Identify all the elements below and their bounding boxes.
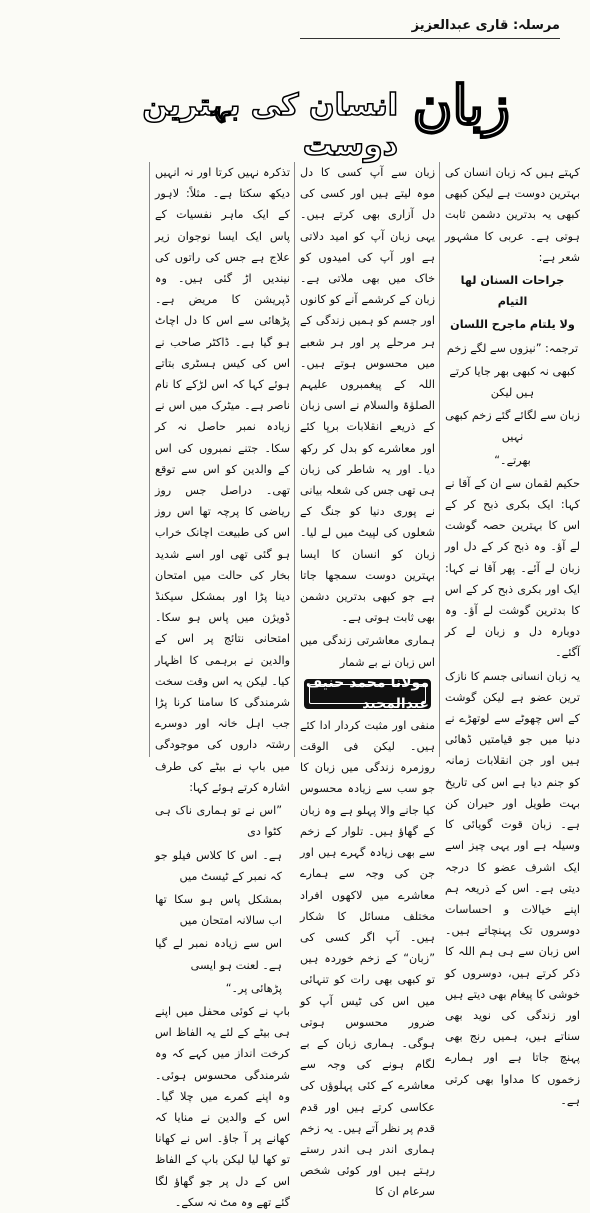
title-subtitle: انسان کی بہترین دوست (142, 88, 398, 163)
column-4 (10, 162, 145, 757)
quote-line: اس سے زیادہ نمبر لے گیا ہے۔ لعنت ہو ایسی (155, 937, 282, 972)
translation-line: ترجمہ: ”نیزوں سے لگے زخم (446, 341, 579, 355)
paragraph: ہماری معاشرتی زندگی میں اس زبان نے بے شمار (300, 634, 435, 669)
column-1 (445, 162, 580, 1107)
column-divider (149, 162, 150, 757)
column-2 (300, 162, 435, 1199)
author-byline: مولانا محمد حنیف عبدالمجید (306, 674, 429, 712)
column-3 (155, 162, 290, 1209)
article-columns (10, 162, 580, 1209)
arabic-verse-line-2: ولا یلتام ماجرح اللسان (450, 318, 575, 332)
paragraph: تذکرہ نہیں کرتا اور نہ انہیں دیکھ سکتا ہے۔ مثلاً: لاہور کے ایک ماہر نفسیات کے پاس ایک ایسا نوجوان زیر علاج ہے جس کی راتوں کی نیندیں اڑ گئی ہیں۔ وہ ڈپریشن کا مریض ہے۔ پڑھائی سے اس کا دل اچاٹ ہو گیا ہے۔ ڈاکٹر صاحب نے اس کی کیس ہسٹری بتاتے ہوئے کہا کہ اس لڑکے کا نام ناصر ہے۔ میٹرک میں اس نے زیادہ نمبر حاصل نہ کر سکا۔ جتنے نمبروں کی اس کے والدین کو اس سے توقع تھی۔ دراصل جس روز ریاضی کا پرچہ تھا اس روز اس کی طبیعت اچانک خراب ہو گئی تھی اور اسے شدید بخار کی حالت میں امتحان دینا پڑا اور بمشکل سیکنڈ ڈویژن میں پاس ہو سکا۔ امتحانی نتائج پر اس کے والدین نے برہمی کا اظہار کیا۔ لیکن یہ اس وقت سخت شرمندگی کا سامنا کرنا پڑا جب اہل خانہ اور دوسرے رشتہ داروں کی موجودگی میں باپ نے بیٹے کی طرف اشارہ کرتے ہوئے کہا: (155, 166, 290, 794)
paragraph: حکیم لقمان سے ان کے آقا نے کہا: ایک بکری ذبح کر کے اس کا بہترین حصہ گوشت لے آؤ۔ وہ ذبح کر کے دل اور زبان لے آئے۔ پھر آقا نے کہا: ایک اور بکری ذبح کر کے اس کا بدترین گوشت لے آؤ۔ وہ دوبارہ دل و زبان لے کر آگئے۔ (445, 476, 580, 660)
sender-credit: مرسلہ: قاری عبدالعزیز (411, 18, 560, 33)
column-divider (294, 162, 295, 757)
paragraph: باپ نے کوئی محفل میں اپنے ہی بیٹے کے لئے یہ الفاظ اس کرخت انداز میں کہے کہ وہ شرمندگی محسوس ہوئی۔ وہ اپنے کمرے میں چلا گیا۔ اس کے والدین نے منایا کہ کھانے پر آ جاؤ۔ اس نے کھانا تو کھا لیا لیکن باپ کے الفاظ اس کے دل پر جو گھاؤ لگا گئے تھے وہ مٹ نہ سکے۔ (155, 1004, 290, 1209)
translation-line: بھرتے۔“ (494, 453, 531, 467)
header-divider (300, 38, 560, 39)
quote-line: ”اس نے تو ہماری ناک ہی کٹوا دی (155, 804, 282, 839)
quote-line: پڑھائی پر۔“ (225, 981, 282, 995)
translation-line: زبان سے لگائے گئے زخم کبھی نہیں (445, 409, 580, 444)
paragraph: منفی اور مثبت کردار ادا کئے ہیں۔ لیکن فی الوقت روزمرہ زندگی میں زبان کا جو سب سے زیادہ محسوس کیا جانے والا پہلو ہے وہ زبان کے گھاؤ ہیں۔ تلوار کے زخم سے بھی زیادہ گہرے ہیں اور جن کی وجہ سے ہمارے معاشرے میں لاکھوں افراد مختلف مسائل کا شکار ہیں۔ آپ اگر کسی کی ”زبان“ کے زخم خوردہ ہیں تو کبھی بھی رات کو تنہائی میں اس کی ٹیس آپ کو ضرور محسوس ہوتی ہوگی۔ ہماری زبان کے بے لگام ہونے کی وجہ سے معاشرے کے کئی پہلوؤں کی عکاسی کرتے ہیں اور قدم قدم پر نظر آتے ہیں۔ یہ زخم ہماری اندر ہی اندر رستے رہتے ہیں اور کوئی شخص سرعام ان کا (300, 718, 435, 1199)
paragraph: کہتے ہیں کہ زبان انسان کی بہترین دوست ہے لیکن کبھی کبھی یہ بدترین دشمن ثابت ہوتی ہے۔ عربی کا مشہور شعر ہے: (445, 166, 580, 264)
title-main: زبان (412, 73, 510, 137)
title-banner (90, 70, 510, 163)
column-divider (439, 162, 440, 757)
arabic-verse-line-1: جراحات السنان لھا التیام (460, 274, 565, 309)
paragraph: یہ زبان انسانی جسم کا نازک ترین عضو ہے لیکن گوشت کے اس چھوٹے سے لوتھڑے نے دنیا میں جو قیامتیں ڈھائی ہیں اور جن انقلابات زمانہ کو جنم دیا ہے اس کی تاریخ بہت طویل اور حیران کن ہے۔ زبان قوت گویائی کا وسیلہ ہے اور یہی چیز اسے ایک اشرف عضو کا درجہ دیتی ہے۔ اس کے ذریعہ ہم اپنے خیالات و احساسات دوسروں تک پہنچاتے ہیں۔ اس زبان سے ہی ہم اللہ کا ذکر کرتے ہیں، دوسروں کو خوشی کا پیغام بھی دیتے ہیں اور زندگی کی نوید بھی سناتے ہیں، ہمیں رنج بھی پہنچ جاتا ہے اور ہمارے زخموں کا مداوا بھی کرتی ہے۔ (445, 669, 580, 1107)
paragraph: زبان سے آپ کسی کا دل موہ لیتے ہیں اور کسی کی دل آزاری بھی کرتے ہیں۔ یہی زبان آپ کو امید دلاتی ہے اور آپ کی امیدوں کو خاک میں بھی ملاتی ہے۔ زبان کے کرشمے آنے کو کانوں اور جسم کو ہمیں زندگی کے ہر مرحلے پر اور ہر شعبے میں محسوس ہوتے ہیں۔ اللہ کے پیغمبروں علیہم الصلوٰۃ والسلام نے اسی زبان کے ذریعے انقلابات برپا کئے اور معاشرے کو بدل کر رکھ دیا۔ اور یہ شاطر کی زبان ہی تھی جس کی شعلہ بیانی نے پوری دنیا کو جنگ کے شعلوں کی لپیٹ میں لے لیا۔ زبان کو انسان کا ایسا بہترین دوست سمجھا جاتا ہے جو کبھی بدترین دشمن بھی ثابت ہوتی ہے۔ (300, 166, 435, 625)
quote-line: بمشکل پاس ہو سکا تھا اب سالانہ امتحان میں (155, 892, 282, 928)
quote-line: ہے۔ اس کا کلاس فیلو جو کہ نمبر کے ٹیسٹ میں (155, 848, 282, 883)
translation-line: کبھی نہ کبھی بھر جایا کرتے ہیں لیکن (449, 364, 576, 400)
